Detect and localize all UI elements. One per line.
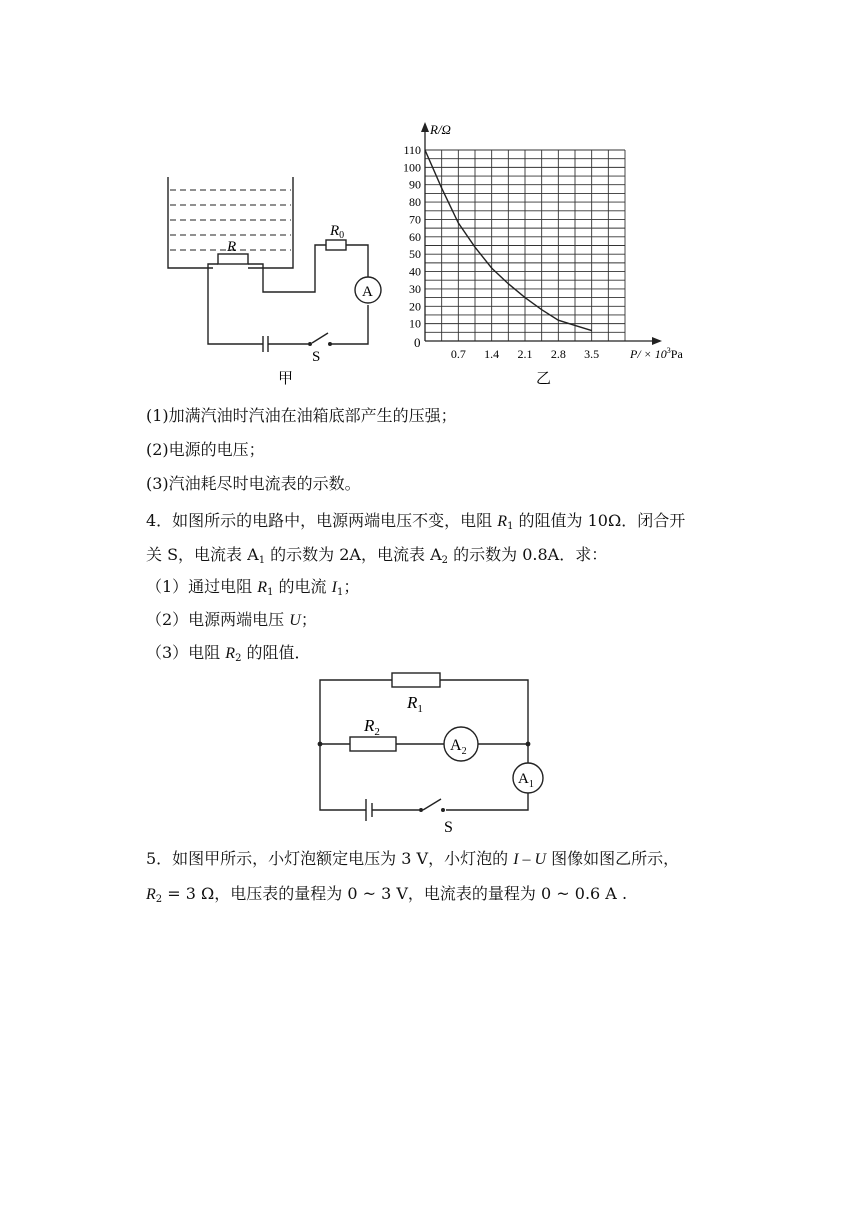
problem4-sub1: （1）通过电阻 $R_1$ 的电流 $I_1$； [146, 577, 360, 598]
y-tick-label: 100 [403, 160, 421, 175]
x-tick-label: 3.5 [584, 347, 600, 361]
problem4-line1: 4．如图所示的电路中，电源两端电压不变，电阻 $R_1$ 的阻值为 10Ω．闭合开 [146, 511, 686, 532]
x-tick-label: 2.8 [550, 347, 566, 361]
question-prev-2: (2)电源的电压； [146, 440, 265, 459]
x-tick-label: 1.4 [484, 347, 500, 361]
y-tick-label: 60 [409, 229, 421, 244]
problem5-line2: $R_2 = 3$ Ω，电压表的量程为 0 ~ 3 V，电流表的量程为 0 ~ 0.6 A . [146, 884, 628, 905]
problem4-sub3: （3）电阻 $R_2$ 的阻值． [146, 643, 311, 664]
r2-label: $R_2$ [364, 716, 380, 738]
x-tick-labels [451, 347, 599, 361]
y-tick-label: 30 [409, 281, 421, 296]
label-r: R [227, 239, 237, 255]
y-tick-label: 50 [409, 247, 421, 262]
figure-jia-circuit [160, 165, 390, 395]
x-axis-label: $P/ \times 10^3Pa$ [630, 346, 683, 361]
chart-grid [425, 150, 625, 341]
y-tick-label: 80 [409, 195, 421, 210]
a1-label: $A_1$ [518, 771, 534, 790]
problem4-sub2: （2）电源两端电压 U； [146, 610, 317, 629]
figure-parallel-circuit [310, 670, 550, 840]
figure-yi-chart [390, 110, 710, 400]
y-tick-label: 110 [403, 143, 421, 157]
caption-jia: 甲 [278, 371, 294, 387]
y-tick-label: 70 [409, 212, 421, 227]
problem5-line1: 5．如图甲所示，小灯泡额定电压为 3 V，小灯泡的 I – U 图像如图乙所示， [146, 849, 680, 868]
ammeter-label: A [362, 284, 373, 300]
y-tick-label: 40 [409, 264, 421, 279]
origin-label: 0 [414, 335, 421, 350]
question-prev-3: (3)汽油耗尽时电流表的示数。 [146, 474, 361, 493]
y-tick-label: 20 [409, 299, 421, 314]
y-axis-label: R/Ω [430, 122, 451, 137]
problem4-line2: 关 S，电流表 $A_1$ 的示数为 2A，电流表 $A_2$ 的示数为 0.8A．求： [146, 545, 608, 566]
y-tick-label: 90 [409, 177, 421, 192]
y-tick-labels [403, 143, 421, 331]
y-tick-label: 10 [409, 316, 421, 331]
y-axis-arrow [421, 122, 429, 132]
x-tick-label: 2.1 [517, 347, 533, 361]
question-prev-1: (1)加满汽油时汽油在油箱底部产生的压强； [146, 406, 457, 425]
x-axis-arrow [652, 337, 662, 345]
x-tick-label: 0.7 [450, 347, 466, 361]
a2-label: $A_2$ [450, 737, 467, 757]
r1-label: $R_1$ [407, 693, 423, 715]
switch-label: S [312, 349, 321, 365]
label-r0: $R_0$ [330, 223, 345, 241]
switch-s-label: S [444, 819, 453, 836]
caption-yi: 乙 [536, 371, 552, 387]
